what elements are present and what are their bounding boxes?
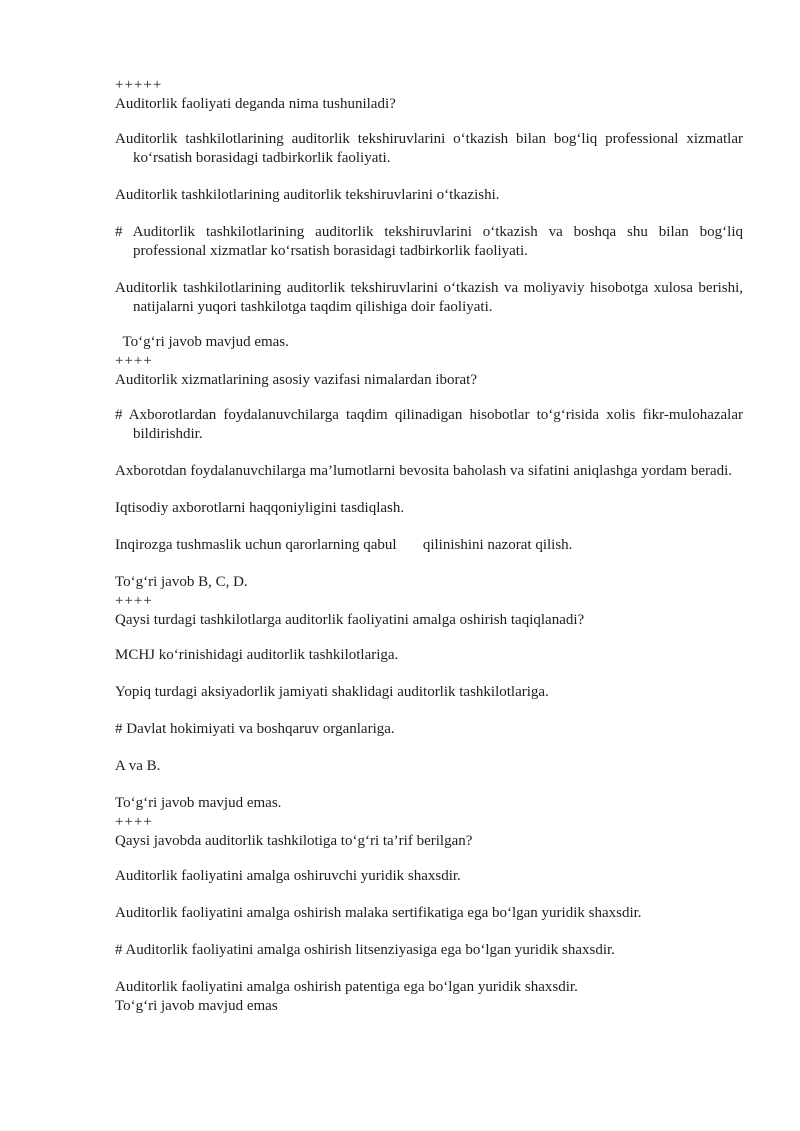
answer-option: To‘g‘ri javob mavjud emas. xyxy=(115,795,282,811)
answer-option: Auditorlik faoliyatini amalga oshirish malaka sertifikatiga ega bo‘lgan yuridik shaxsdir. xyxy=(115,905,642,921)
answer-option-correct: # Auditorlik faoliyatini amalga oshirish litsenziyasiga ega bo‘lgan yuridik shaxsdir. xyxy=(115,942,615,958)
answer-option: MCHJ ko‘rinishidagi auditorlik tashkilotlariga. xyxy=(115,647,399,663)
answer-option: To‘g‘ri javob mavjud emas. xyxy=(119,334,289,350)
answer-option: Axborotdan foydalanuvchilarga ma’lumotlarni bevosita baholash va sifatini aniqlashga yordam beradi. xyxy=(115,463,733,479)
answer-option: Auditorlik tashkilotlarining auditorlik tekshiruvlarini o‘tkazishi. xyxy=(115,187,500,203)
answer-option: Yopiq turdagi aksiyadorlik jamiyati shaklidagi auditorlik tashkilotlariga. xyxy=(115,684,549,700)
answer-option: A va B. xyxy=(115,758,161,774)
question-block-4 xyxy=(115,813,743,1016)
answer-option: Iqtisodiy axborotlarni haqqoniyligini tasdiqlash. xyxy=(115,500,405,516)
question-separator: +++++ xyxy=(115,77,163,93)
question-text: Auditorlik faoliyati deganda nima tushuniladi? xyxy=(115,96,396,112)
answer-option: To‘g‘ri javob mavjud emas xyxy=(115,998,278,1014)
answer-option: Auditorlik faoliyatini amalga oshiruvchi yuridik shaxsdir. xyxy=(115,868,461,884)
question-block-3 xyxy=(115,592,743,813)
answer-option: Inqirozga tushmaslik uchun qarorlarning qabul qilinishini nazorat qilish. xyxy=(115,537,573,553)
question-text: Auditorlik xizmatlarining asosiy vazifasi nimalardan iborat? xyxy=(115,372,477,388)
test-questions xyxy=(115,76,743,1016)
answer-option: Auditorlik tashkilotlarining auditorlik tekshiruvlarini o‘tkazish va moliyaviy hisobotga xulosa berishi, natijalarni yuqori tashkilotga taqdim qilishiga doir faoliyati. xyxy=(115,280,743,315)
answer-option-correct: # Davlat hokimiyati va boshqaruv organlariga. xyxy=(115,721,395,737)
question-text: Qaysi javobda auditorlik tashkilotiga to‘g‘ri ta’rif berilgan? xyxy=(115,833,473,849)
answer-option: Auditorlik faoliyatini amalga oshirish patentiga ega bo‘lgan yuridik shaxsdir. xyxy=(115,979,578,995)
question-separator: ++++ xyxy=(115,593,153,609)
question-block-2 xyxy=(115,352,743,592)
question-separator: ++++ xyxy=(115,814,153,830)
answer-option: Auditorlik tashkilotlarining auditorlik tekshiruvlarini o‘tkazish bilan bog‘liq professional xizmatlar ko‘rsatish borasidagi tadbirkorlik faoliyati. xyxy=(115,131,743,166)
question-separator: ++++ xyxy=(115,353,153,369)
answer-option-correct: # Auditorlik tashkilotlarining auditorlik tekshiruvlarini o‘tkazish va boshqa shu bilan bog‘liq professional xizmatlar ko‘rsatish borasidagi tadbirkorlik faoliyati. xyxy=(115,224,743,259)
question-block-1 xyxy=(115,76,743,352)
answer-option: To‘g‘ri javob B, C, D. xyxy=(115,574,248,590)
question-text: Qaysi turdagi tashkilotlarga auditorlik faoliyatini amalga oshirish taqiqlanadi? xyxy=(115,612,585,628)
answer-option-correct: # Axborotlardan foydalanuvchilarga taqdim qilinadigan hisobotlar to‘g‘risida xolis fikr-mulohazalar bildirishdir. xyxy=(115,407,743,442)
